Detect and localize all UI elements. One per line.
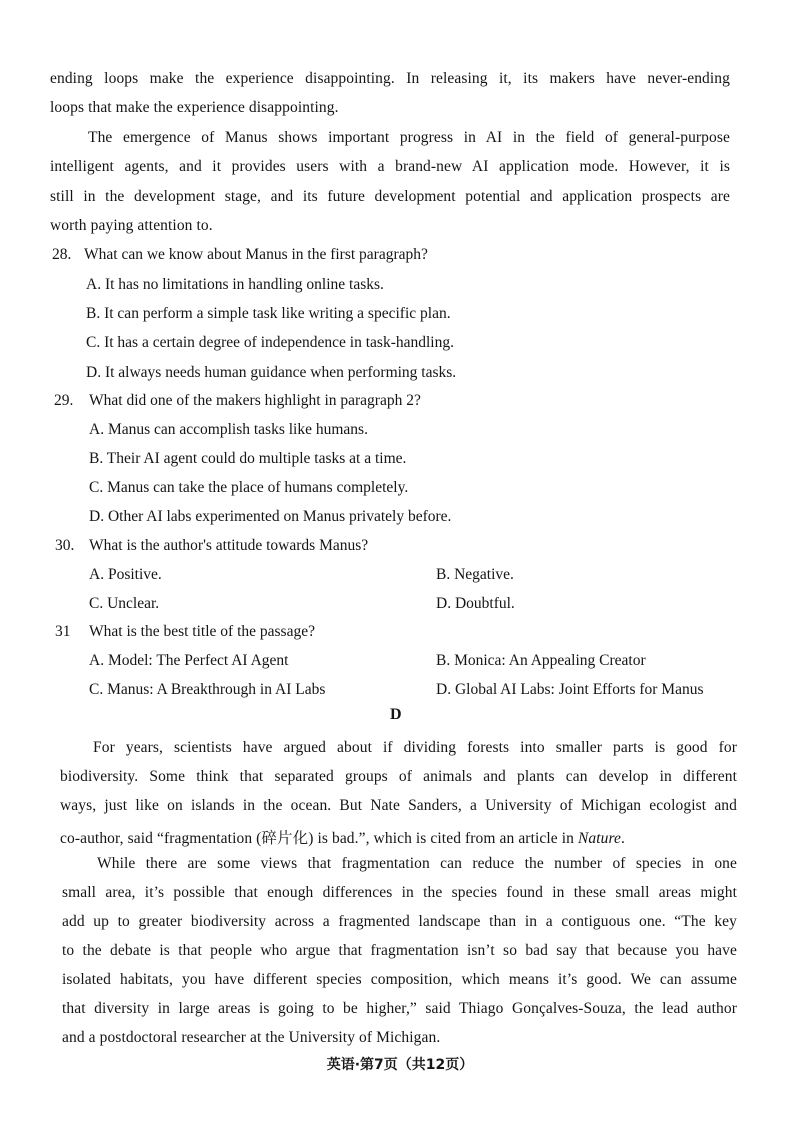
journal-title: Nature [577,830,622,847]
answer-option: D. It always needs human guidance when performing tasks. [86,364,457,381]
answer-option: D. Doubtful. [436,595,515,612]
question-stem: What can we know about Manus in the first paragraph? [84,246,428,263]
passage-line: worth paying attention to. [50,217,213,234]
passage-line: For years, scientists have argued about if dividing forests into smaller parts is good for [93,739,737,756]
answer-option: A. Manus can accomplish tasks like humans. [89,421,368,438]
passage-line: While there are some views that fragmentation can reduce the number of species in one [97,855,737,872]
question-number: 29. [54,392,74,409]
question-stem: What is the author's attitude towards Manus? [89,537,369,554]
question-stem: What is the best title of the passage? [89,623,315,640]
passage-line: and a postdoctoral researcher at the University of Michigan. [62,1029,441,1046]
passage-line: intelligent agents, and it provides users with a brand-new AI application mode. However, it is [50,158,730,175]
answer-option: B. Monica: An Appealing Creator [436,652,646,669]
answer-option: D. Other AI labs experimented on Manus privately before. [89,508,452,525]
passage-line: still in the development stage, and its future development potential and application prospects are [50,188,730,205]
answer-option: C. Manus: A Breakthrough in AI Labs [89,681,326,698]
answer-option: A. Model: The Perfect AI Agent [89,652,289,669]
question-number: 28. [52,246,72,263]
passage-line: to the debate is that people who argue that fragmentation isn’t so bad say that because you have [62,942,737,959]
passage-line: ending loops make the experience disappointing. In releasing it, its makers have never-ending [50,70,730,87]
passage-line: that diversity in large areas is going to be higher,” said Thiago Gonçalves-Souza, the lead author [62,1000,737,1017]
answer-option: C. It has a certain degree of independence in task-handling. [86,334,454,351]
passage-text: co-author, said “fragmentation (碎片化) is bad.”, which is cited from an article in [60,830,578,847]
section-heading: D [390,706,402,723]
question-number: 31 [55,623,71,640]
passage-text: . [621,830,626,847]
answer-option: B. Negative. [436,566,514,583]
answer-option: B. Their AI agent could do multiple tasks at a time. [89,450,407,467]
passage-line: isolated habitats, you have different species composition, which means it’s good. We can assume [62,971,737,988]
answer-option: C. Manus can take the place of humans completely. [89,479,409,496]
answer-option: A. It has no limitations in handling online tasks. [86,276,384,293]
passage-line: The emergence of Manus shows important progress in AI in the field of general-purpose [88,129,730,146]
passage-line: loops that make the experience disappointing. [50,99,339,116]
passage-line [60,826,625,848]
answer-option: D. Global AI Labs: Joint Efforts for Manus [436,681,704,698]
passage-line: add up to greater biodiversity across a fragmented landscape than in a contiguous one. “The key [62,913,737,930]
passage-line: biodiversity. Some think that separated groups of animals and plants can develop in different [60,768,737,785]
answer-option: A. Positive. [89,566,162,583]
question-stem: What did one of the makers highlight in paragraph 2? [89,392,421,409]
page-footer: 英语·第7页（共12页） [326,1057,474,1073]
passage-line: small area, it’s possible that enough differences in the species found in these small areas might [62,884,737,901]
answer-option: B. It can perform a simple task like writing a specific plan. [86,305,451,322]
passage-line: ways, just like on islands in the ocean. But Nate Sanders, a University of Michigan ecologist and [60,797,737,814]
question-number: 30. [55,537,75,554]
answer-option: C. Unclear. [89,595,160,612]
